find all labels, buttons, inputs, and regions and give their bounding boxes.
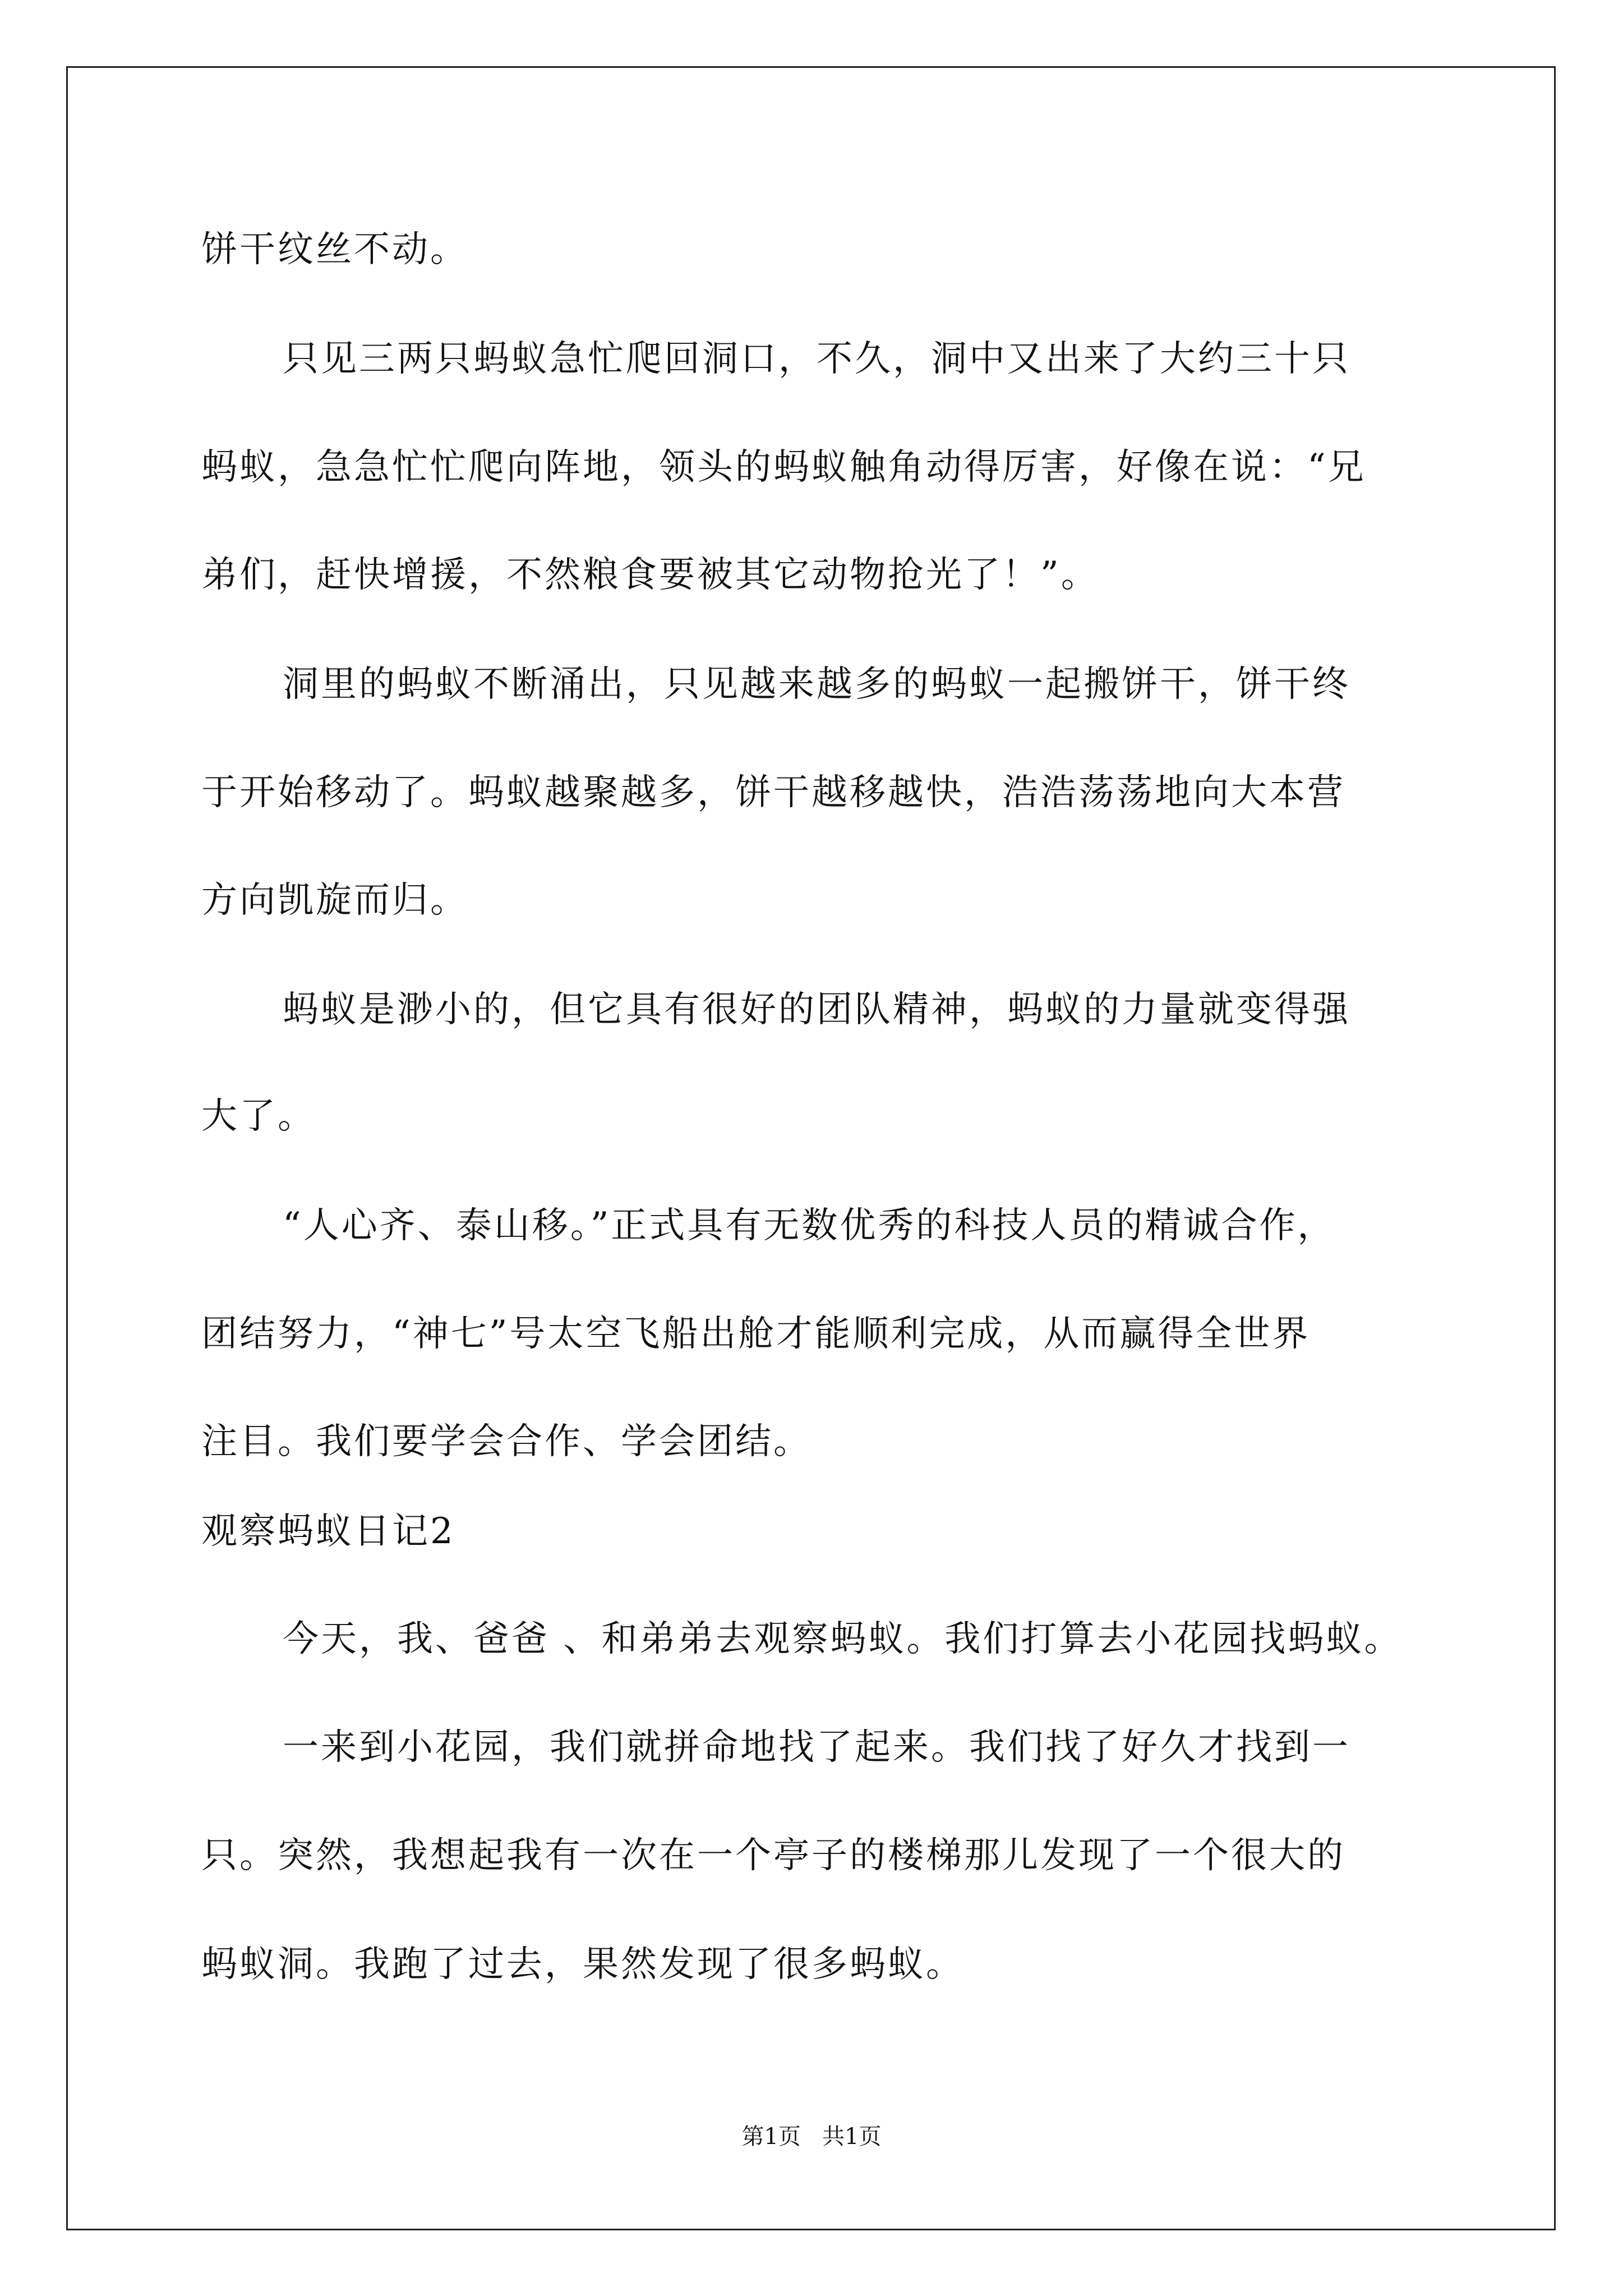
text-line: 蚂蚁，急急忙忙爬向阵地，领头的蚂蚁触角动得厉害，好像在说：“兄	[201, 447, 1366, 488]
text-line: 弟们，赶快增援，不然粮食要被其它动物抢光了！”。	[201, 554, 1099, 596]
text-line: 蚂蚁是渺小的，但它具有很好的团队精神，蚂蚁的力量就变得强	[283, 989, 1350, 1030]
text-line: 蚂蚁洞。我跑了过去，果然发现了很多蚂蚁。	[201, 1944, 964, 1985]
text-line: “人心齐、泰山移。”正式具有无数优秀的科技人员的精诚合作，	[283, 1205, 1336, 1246]
text-line: 今天，我、爸爸 、和弟弟去观察蚂蚁。我们打算去小花园找蚂蚁。	[283, 1618, 1403, 1660]
text-line: 只。突然，我想起我有一次在一个亭子的楼梯那儿发现了一个很大的	[201, 1835, 1345, 1876]
text-line: 饼干纹丝不动。	[201, 229, 468, 270]
text-line: 一来到小花园，我们就拼命地找了起来。我们找了好久才找到一	[283, 1727, 1350, 1768]
page-footer: 第1页 共1页	[741, 2124, 882, 2150]
text-line: 洞里的蚂蚁不断涌出，只见越来越多的蚂蚁一起搬饼干，饼干终	[283, 664, 1350, 705]
page-border	[66, 66, 1556, 2230]
text-line: 注目。我们要学会合作、学会团结。	[201, 1421, 811, 1462]
text-line: 只见三两只蚂蚁急忙爬回洞口，不久，洞中又出来了大约三十只	[283, 338, 1350, 380]
text-line: 方向凯旋而归。	[201, 880, 468, 921]
text-line: 于开始移动了。蚂蚁越聚越多，饼干越移越快，浩浩荡荡地向大本营	[201, 772, 1345, 813]
section-heading: 观察蚂蚁日记2	[201, 1511, 455, 1552]
text-line: 大了。	[201, 1096, 316, 1137]
text-line: 团结努力，“神七”号太空飞船出舱才能顺利完成，从而赢得全世界	[201, 1313, 1311, 1355]
